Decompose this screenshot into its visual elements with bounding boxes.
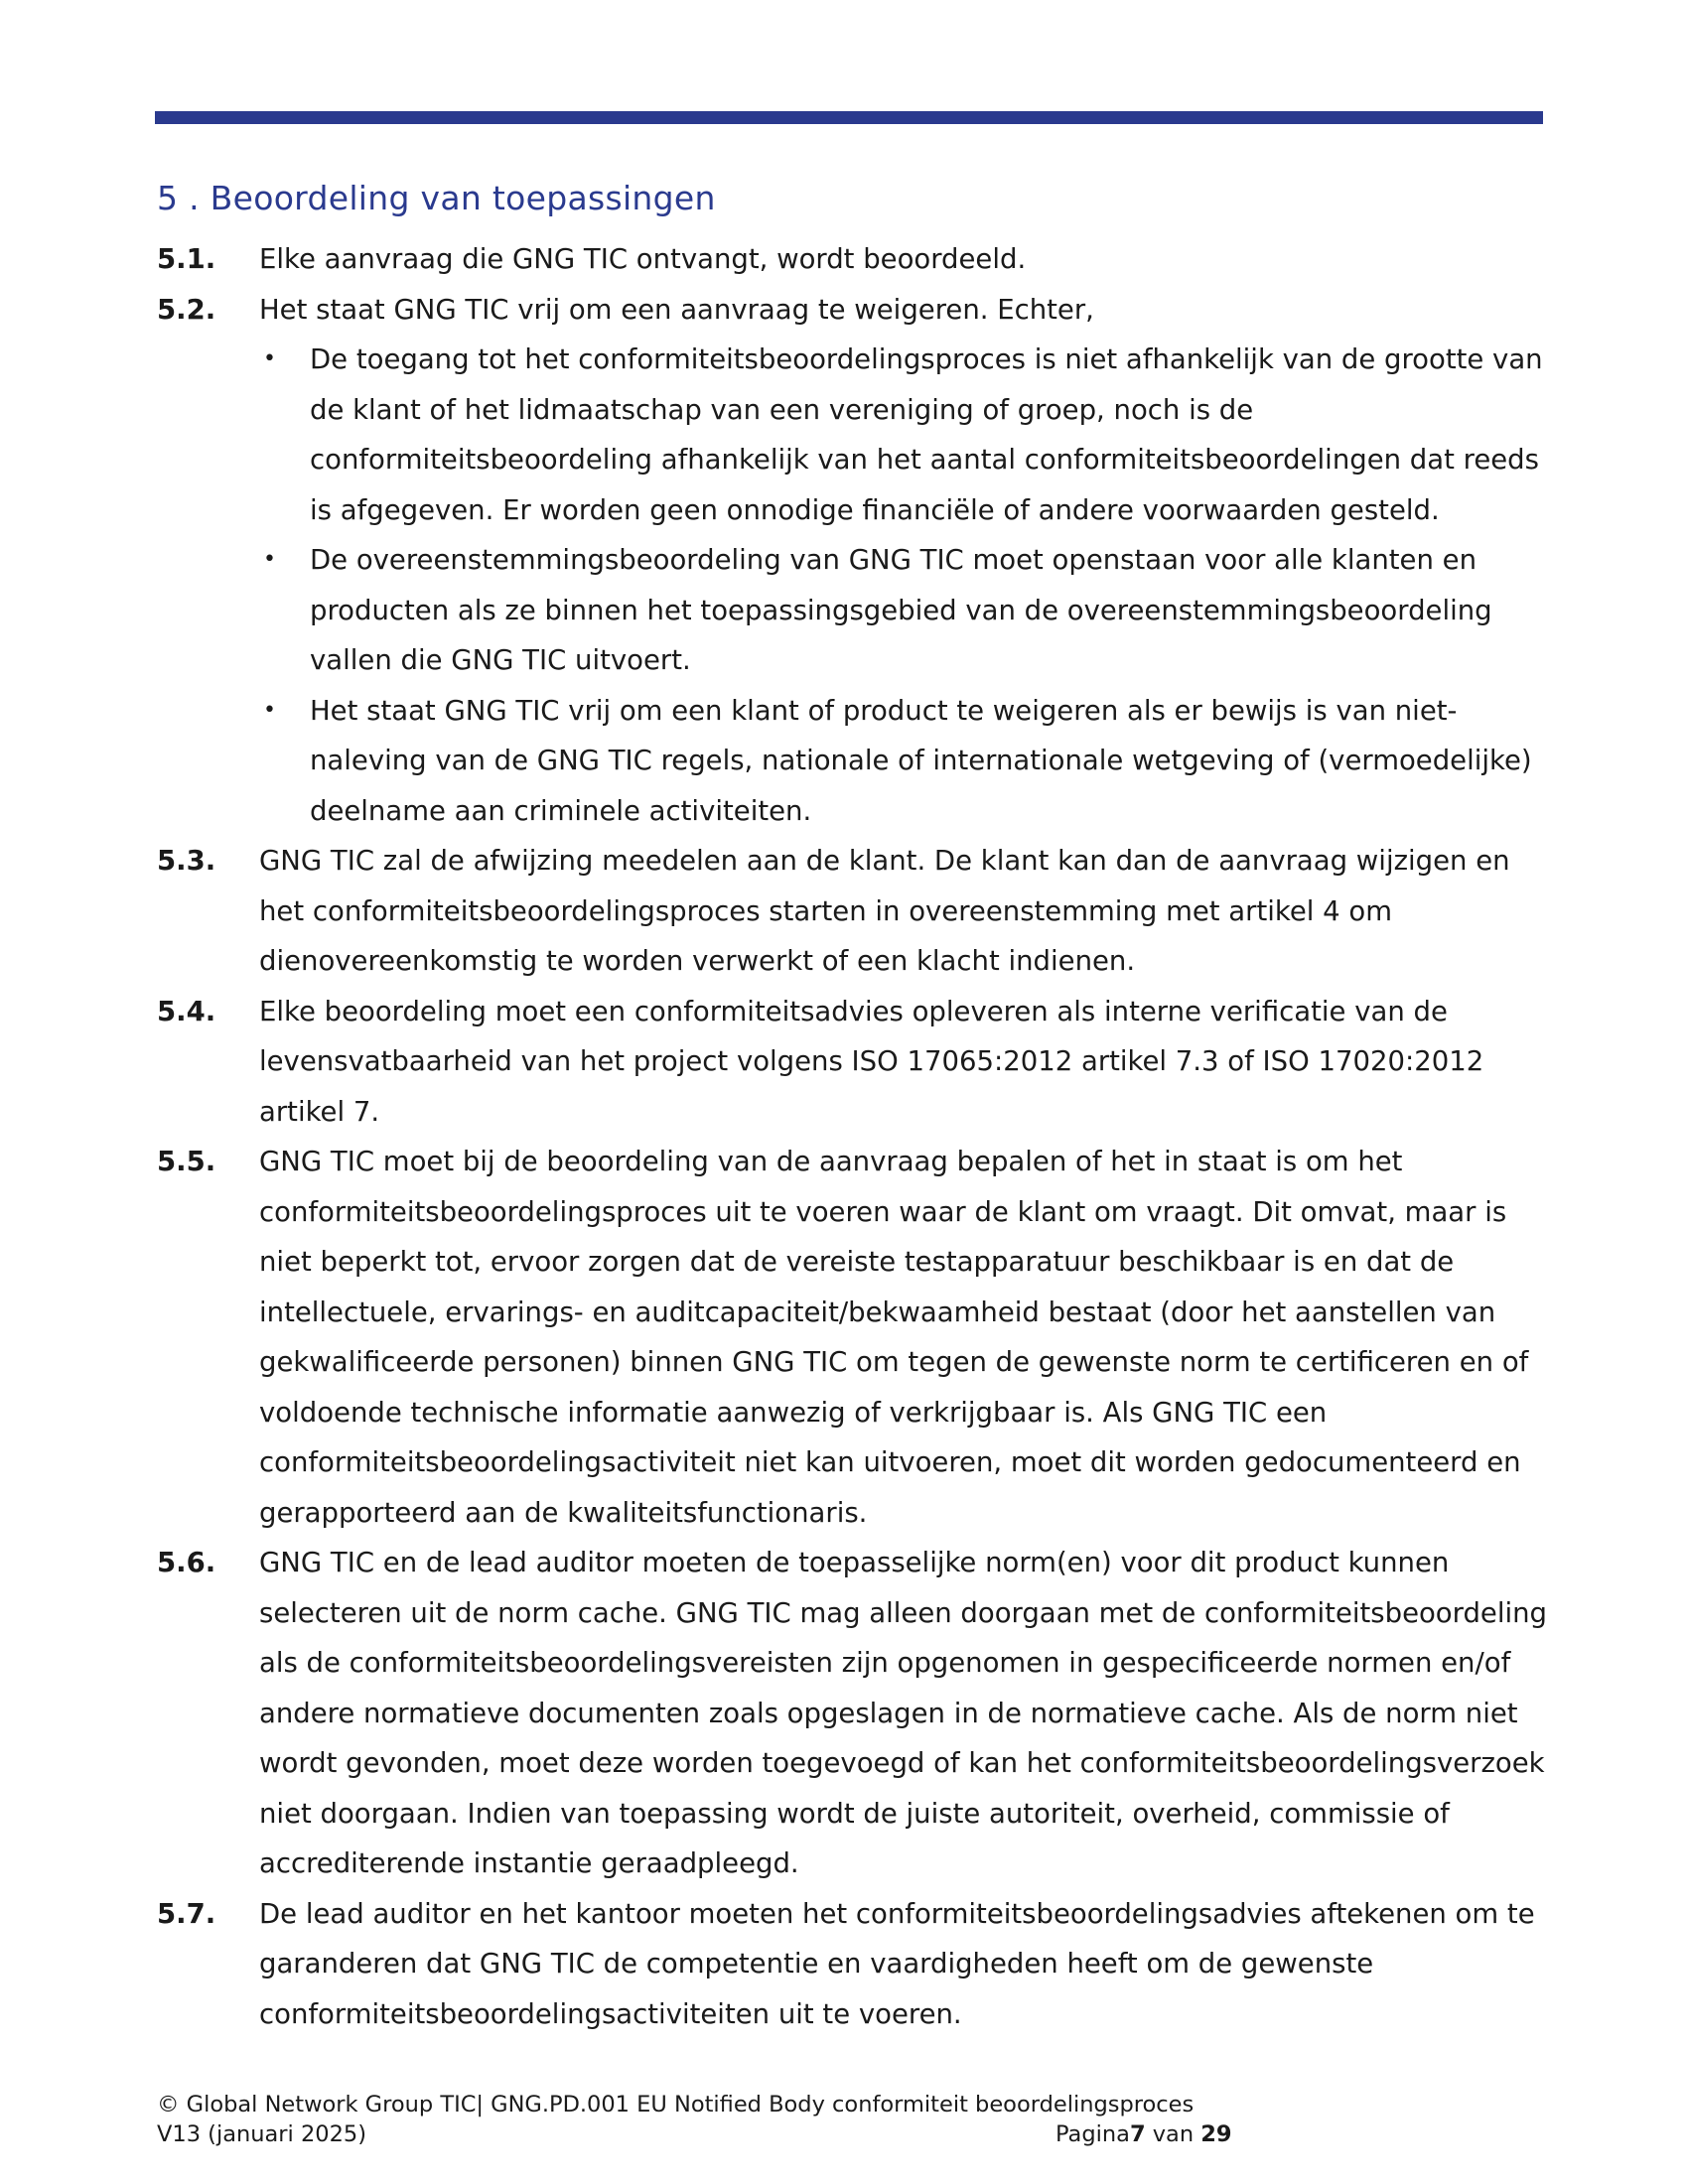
clause-text: De lead auditor en het kantoor moeten het conformiteitsbeoordelingsadvies aftekenen om te garanderen dat GNG TIC de competentie en vaardigheden heeft om de gewenste conformiteitsbeoordelingsactiviteiten uit te voeren. bbox=[259, 1897, 1535, 2030]
page-current: 7 bbox=[1129, 2121, 1146, 2147]
clause-number: 5.7. bbox=[157, 1897, 216, 1930]
clause-text: GNG TIC zal de afwijzing meedelen aan de klant. De klant kan dan de aanvraag wijzigen en het conformiteitsbeoordelingsproces starten in overeenstemming met artikel 4 om dienovereenkomstig te worden verwerkt of een klacht indienen. bbox=[259, 845, 1510, 977]
section-heading: 5 . Beoordeling van toepassingen bbox=[157, 179, 716, 217]
page-number bbox=[1055, 2119, 1232, 2149]
clause-text: GNG TIC moet bij de beoordeling van de aanvraag bepalen of het in staat is om het conformiteitsbeoordelingsproces uit te voeren waar de klant om vraagt. Dit omvat, maar is niet beperkt tot, ervoor zorgen dat de vereiste testapparatuur beschikbaar is en dat de intellectuele, ervarings- en auditcapaciteit/bekwaamheid bestaat (door het aanstellen van gekwalificeerde personen) binnen GNG TIC om tegen de gewenste norm te certificeren en of voldoende technische informatie aanwezig of verkrijgbaar is. Als GNG TIC een conformiteitsbeoordelingsactiviteit niet kan uitvoeren, moet dit worden gedocumenteerd en gerapporteerd aan de kwaliteitsfunctionaris. bbox=[259, 1146, 1529, 1529]
page-label: Pagina bbox=[1055, 2121, 1130, 2147]
bullet-list bbox=[259, 335, 1547, 836]
page-footer bbox=[157, 2090, 1249, 2149]
clause-5-5 bbox=[157, 1137, 1547, 1538]
header-rule bbox=[155, 111, 1543, 124]
clause-5-6 bbox=[157, 1538, 1547, 1889]
clause-number: 5.5. bbox=[157, 1146, 216, 1177]
clause-text: Het staat GNG TIC vrij om een aanvraag te weigeren. Echter, bbox=[259, 293, 1094, 326]
footer-version: V13 (januari 2025) bbox=[157, 2121, 366, 2147]
clause-number: 5.4. bbox=[157, 995, 216, 1027]
clause-number: 5.1. bbox=[157, 243, 216, 275]
list-item bbox=[259, 335, 1547, 535]
bullet-icon: • bbox=[263, 346, 276, 371]
bullet-text: De overeenstemmingsbeoordeling van GNG TIC moet openstaan voor alle klanten en producten als ze binnen het toepassingsgebied van de overeenstemmingsbeoordeling vallen die GNG TIC uitvoert. bbox=[310, 544, 1492, 676]
clause-5-1 bbox=[157, 234, 1547, 285]
clause-number: 5.6. bbox=[157, 1547, 216, 1578]
bullet-icon: • bbox=[263, 697, 276, 723]
page-separator: van bbox=[1145, 2121, 1201, 2147]
list-item bbox=[259, 535, 1547, 686]
clause-5-3 bbox=[157, 836, 1547, 987]
clause-5-2 bbox=[157, 285, 1547, 336]
clause-number: 5.2. bbox=[157, 293, 216, 326]
clause-5-7 bbox=[157, 1889, 1547, 2040]
bullet-text: Het staat GNG TIC vrij om een klant of product te weigeren als er bewijs is van niet-naleving van de GNG TIC regels, nationale of internationale wetgeving of (vermoedelijke) deelname aan criminele activiteiten. bbox=[310, 694, 1532, 827]
clause-number: 5.3. bbox=[157, 845, 216, 877]
document-body bbox=[157, 234, 1547, 2039]
footer-copyright: © Global Network Group TIC| GNG.PD.001 EU Notified Body conformiteit beoordelingsproces bbox=[157, 2092, 1195, 2117]
bullet-icon: • bbox=[263, 547, 276, 572]
clause-text: Elke aanvraag die GNG TIC ontvangt, wordt beoordeeld. bbox=[259, 243, 1027, 275]
list-item bbox=[259, 686, 1547, 837]
footer-row bbox=[157, 2119, 1249, 2149]
clause-text: GNG TIC en de lead auditor moeten de toepasselijke norm(en) voor dit product kunnen selecteren uit de norm cache. GNG TIC mag alleen doorgaan met de conformiteitsbeoordeling als de conformiteitsbeoordelingsvereisten zijn opgenomen in gespecificeerde normen en/of andere normatieve documenten zoals opgeslagen in de normatieve cache. Als de norm niet wordt gevonden, moet deze worden toegevoegd of kan het conformiteitsbeoordelingsverzoek niet doorgaan. Indien van toepassing wordt de juiste autoriteit, overheid, commissie of accrediterende instantie geraadpleegd. bbox=[259, 1547, 1547, 1879]
clause-5-4 bbox=[157, 987, 1547, 1138]
page-total: 29 bbox=[1200, 2121, 1232, 2147]
clause-text: Elke beoordeling moet een conformiteitsadvies opleveren als interne verificatie van de levensvatbaarheid van het project volgens ISO 17065:2012 artikel 7.3 of ISO 17020:2012 artikel 7. bbox=[259, 995, 1484, 1128]
bullet-text: De toegang tot het conformiteitsbeoordelingsproces is niet afhankelijk van de grootte van de klant of het lidmaatschap van een vereniging of groep, noch is de conformiteitsbeoordeling afhankelijk van het aantal conformiteitsbeoordelingen dat reeds is afgegeven. Er worden geen onnodige financiële of andere voorwaarden gesteld. bbox=[310, 343, 1543, 526]
